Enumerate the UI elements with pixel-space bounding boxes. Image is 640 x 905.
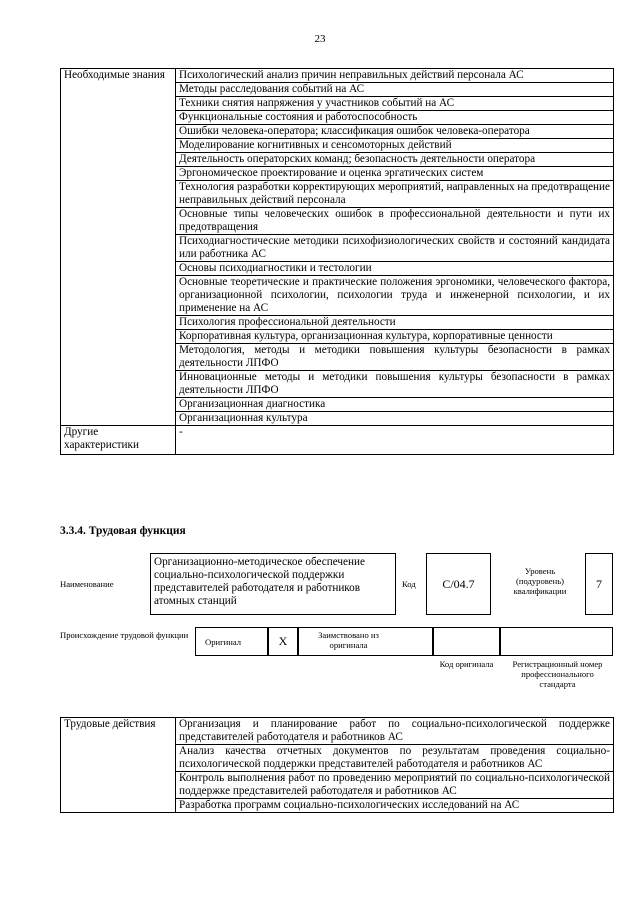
code-label: Код <box>402 579 416 589</box>
knowledge-item: Эргономическое проектирование и оценка эргатических систем <box>176 167 614 181</box>
knowledge-item: Инновационные методы и методики повышения культуры безопасности в рамках деятельности ЛПФО <box>176 371 614 398</box>
action-item: Контроль выполнения работ по проведению мероприятий по социально-психологической поддержке представителей работодателя и работников АС <box>176 772 614 799</box>
other-value: - <box>176 426 614 455</box>
knowledge-item: Психологический анализ причин неправильных действий персонала АС <box>176 69 614 83</box>
knowledge-item: Корпоративная культура, организационная культура, корпоративные ценности <box>176 330 614 344</box>
original-label: Оригинал <box>205 637 242 647</box>
knowledge-item: Техники снятия напряжения у участников событий на АС <box>176 97 614 111</box>
page-number: 23 <box>314 33 326 45</box>
actions-table <box>60 717 614 813</box>
origin-label: Происхождение трудовой функции <box>60 630 189 640</box>
knowledge-item: Ошибки человека-оператора; классификация ошибок человека-оператора <box>176 125 614 139</box>
code-original-label: Код оригинала <box>439 659 494 669</box>
knowledge-item: Технология разработки корректирующих мероприятий, направленных на предотвращение неправильных действий персонала <box>176 181 614 208</box>
function-name-label: Наименование <box>60 579 114 589</box>
knowledge-item: Психодиагностические методики психофизиологических свойств и состояний кандидата или работника АС <box>176 235 614 262</box>
knowledge-item: Организационная культура <box>176 412 614 426</box>
knowledge-item: Функциональные состояния и работоспособность <box>176 111 614 125</box>
level-label: Уровень (подуровень) квалификации <box>513 566 567 596</box>
knowledge-item: Методы расследования событий на АС <box>176 83 614 97</box>
knowledge-item: Основы психодиагностики и тестологии <box>176 262 614 276</box>
knowledge-table <box>60 68 614 455</box>
knowledge-item: Моделирование когнитивных и сенсомоторных действий <box>176 139 614 153</box>
section-title: 3.3.4. Трудовая функция <box>60 525 186 537</box>
action-item: Анализ качества отчетных документов по результатам проведения социально-психологической поддержки представителей работодателя и работников АС <box>176 745 614 772</box>
other-label: Другие характеристики <box>61 426 176 455</box>
knowledge-item: Деятельность операторских команд; безопасность деятельности оператора <box>176 153 614 167</box>
table-row <box>61 426 614 455</box>
knowledge-item: Основные теоретические и практические положения эргономики, человеческого фактора, организационной психологии, психологии труда и инженерной психологии, и их применение на АС <box>176 276 614 316</box>
knowledge-item: Методология, методы и методики повышения культуры безопасности в рамках деятельности ЛПФО <box>176 344 614 371</box>
reg-number-label: Регистрационный номер профессионального стандарта <box>512 659 603 689</box>
knowledge-label: Необходимые знания <box>61 69 176 426</box>
code-value: С/04.7 <box>426 553 491 615</box>
knowledge-item: Организационная диагностика <box>176 398 614 412</box>
knowledge-item: Основные типы человеческих ошибок в профессиональной деятельности и пути их предотвращения <box>176 208 614 235</box>
knowledge-item: Психология профессиональной деятельности <box>176 316 614 330</box>
action-item: Разработка программ социально-психологических исследований на АС <box>176 799 614 813</box>
actions-label: Трудовые действия <box>61 718 176 813</box>
action-item: Организация и планирование работ по социально-психологической поддержке представителей работодателя и работников АС <box>176 718 614 745</box>
table-row <box>61 718 614 745</box>
table-row <box>61 69 614 83</box>
level-value: 7 <box>585 553 613 615</box>
borrowed-label: Заимствовано из оригинала <box>318 630 379 650</box>
original-mark: X <box>268 627 298 656</box>
function-name-value: Организационно-методическое обеспечение социально-психологической поддержки представителей работодателя и работников атомных станций <box>150 553 396 615</box>
